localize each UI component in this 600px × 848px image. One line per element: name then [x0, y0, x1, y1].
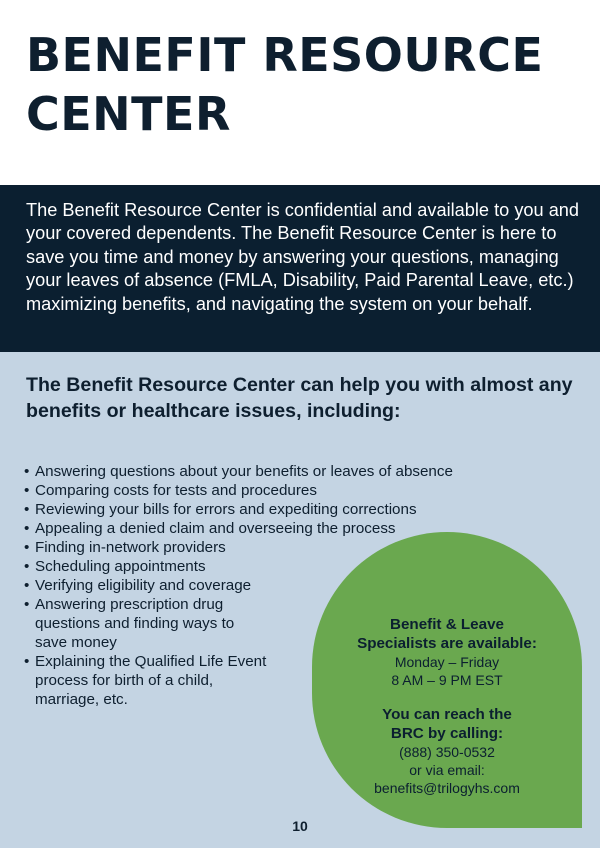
availability-heading: Benefit & Leave Specialists are available: — [357, 616, 537, 652]
page-number: 10 — [292, 818, 308, 834]
contact-info — [312, 615, 582, 797]
availability-hours: 8 AM – 9 PM EST — [391, 672, 503, 688]
list-item: • Scheduling appointments — [22, 557, 492, 576]
page-title-line-1: BENEFIT RESOURCE — [26, 28, 544, 82]
reach-heading: You can reach the BRC by calling: — [382, 706, 512, 742]
intro-text: The Benefit Resource Center is confidential and available to you and your covered dependents. The Benefit Resource Center is here to save you time and money by answering your questions, managing your leaves of absence (FMLA, Disability, Paid Parental Leave, etc.) maximizing benefits, and navigating the system on your behalf. — [26, 200, 580, 314]
services-heading: The Benefit Resource Center can help you with almost any benefits or healthcare issues, including: — [26, 374, 573, 422]
list-item: • Appealing a denied claim and overseeing the process — [22, 519, 492, 538]
list-item: • Answering questions about your benefits or leaves of absence — [22, 462, 492, 481]
list-item: • Comparing costs for tests and procedures — [22, 481, 492, 500]
list-item: • Verifying eligibility and coverage — [22, 576, 492, 595]
list-item: • Explaining the Qualified Life Event process for birth of a child, marriage, etc. — [22, 652, 270, 709]
page-title-line-2: CENTER — [26, 87, 231, 141]
list-item: • Answering prescription drug questions and finding ways to save money — [22, 595, 270, 652]
intro-banner — [0, 185, 600, 352]
availability-days: Monday – Friday — [394, 654, 500, 670]
phone-number[interactable]: (888) 350-0532 — [399, 744, 495, 760]
list-item: • Finding in-network providers — [22, 538, 492, 557]
email-link[interactable]: benefits@trilogyhs.com — [374, 780, 520, 796]
contact-bubble — [312, 532, 582, 828]
list-item: • Reviewing your bills for errors and expediting corrections — [22, 500, 492, 519]
title-section — [0, 0, 600, 185]
page-title — [26, 26, 543, 144]
email-label: or via email: — [409, 762, 485, 778]
